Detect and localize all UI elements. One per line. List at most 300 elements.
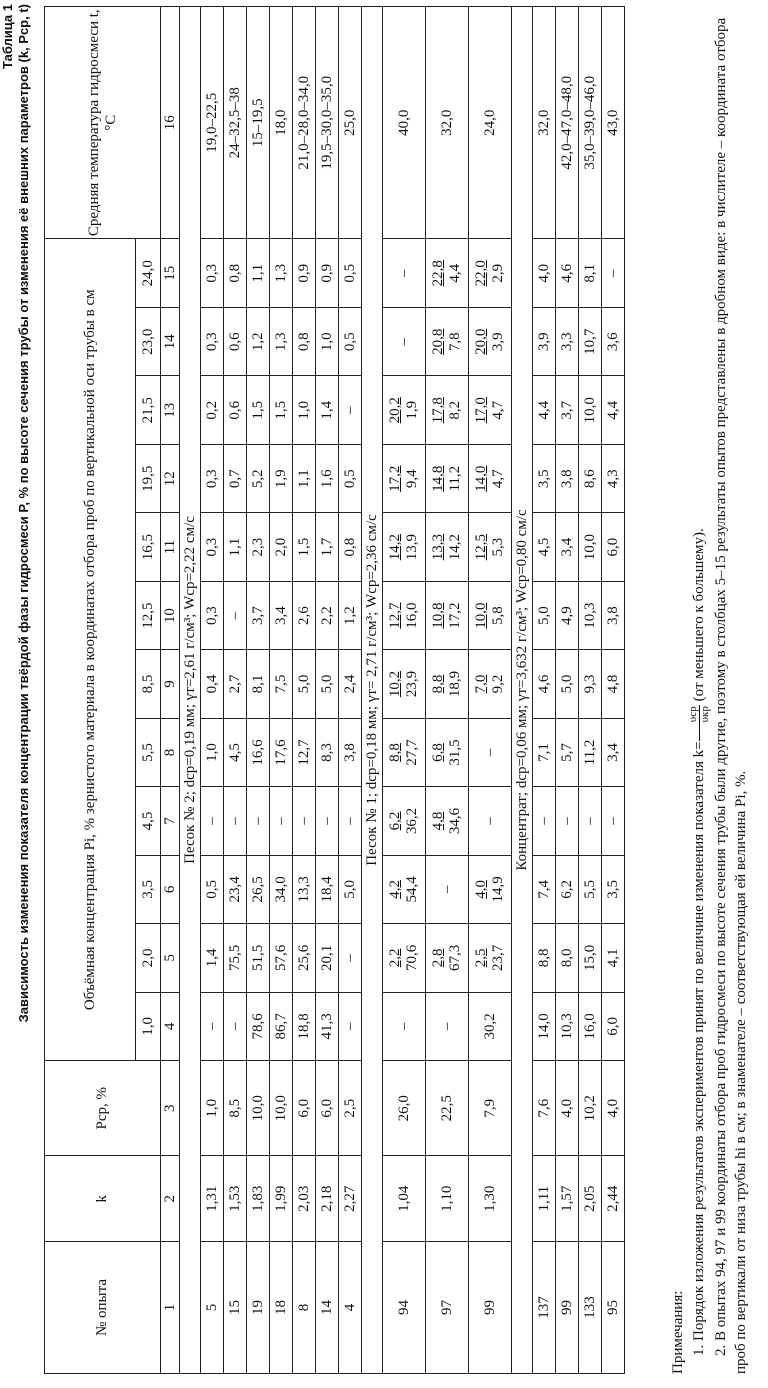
value-cell: 4,3 [602, 444, 625, 512]
value-cell: 30,2 [469, 992, 512, 1060]
fraction-denominator: 54,4 [404, 876, 420, 903]
value-cell: 0,3 [201, 513, 224, 581]
section-label: Концентрат; dср=0,06 мм; γт=3,632 г/см³; Wср=0,80 см/с [512, 7, 533, 1374]
fraction-numerator: 17,0 [473, 397, 489, 424]
value-cell: – [270, 787, 293, 855]
fraction-numerator: 20,0 [473, 328, 489, 355]
column-number: 13 [161, 376, 180, 444]
value-cell [469, 308, 512, 376]
value-cell: 8,1 [247, 650, 270, 718]
value-cell: – [556, 787, 579, 855]
p-cell: 4,0 [602, 1061, 625, 1156]
value-cell: – [602, 239, 625, 308]
value-cell: 4,1 [602, 924, 625, 992]
value-cell: – [316, 787, 339, 855]
value-cell: 23,4 [224, 855, 247, 923]
value-cell: 3,7 [247, 581, 270, 649]
temperature-cell: 19,0–22,5 [201, 7, 224, 239]
value-cell: 2,0 [270, 513, 293, 581]
value-cell: 1,2 [339, 581, 362, 649]
value-cell [383, 581, 426, 649]
exp-number-cell: 99 [469, 1241, 512, 1373]
value-cell: 14,0 [533, 992, 556, 1060]
header-concentration: Объёмная концентрация Pi, % зернистого материала в координатах отбора проб по вертикальной оси трубы в см [45, 239, 136, 1061]
k-cell: 1,83 [247, 1156, 270, 1242]
value-cell: 1,0 [201, 718, 224, 786]
value-cell: 1,5 [247, 376, 270, 444]
value-cell: 1,1 [293, 444, 316, 512]
value-cell: – [383, 239, 426, 308]
coord-header: 12,5 [136, 581, 161, 649]
fraction-denominator: 34,6 [447, 807, 463, 835]
k-cell: 2,27 [339, 1156, 362, 1242]
temperature-cell: 15–19,5 [247, 7, 270, 239]
fraction-numerator: 4,0 [473, 880, 489, 899]
exp-number-cell: 94 [383, 1241, 426, 1373]
value-cell: 0,9 [316, 239, 339, 308]
value-cell: 8,0 [556, 924, 579, 992]
value-cell: 2,4 [339, 650, 362, 718]
fraction-numerator: 8,8 [387, 743, 403, 762]
value-cell: 4,4 [533, 376, 556, 444]
temperature-cell: 19,5–30,0–35,0 [316, 7, 339, 239]
value-cell: 2,3 [247, 513, 270, 581]
value-cell [383, 855, 426, 923]
value-cell [426, 239, 469, 308]
value-cell: – [224, 787, 247, 855]
value-cell: 25,6 [293, 924, 316, 992]
value-cell: 6,0 [602, 513, 625, 581]
fraction-denominator: 4,4 [447, 263, 463, 283]
value-cell: 1,3 [270, 308, 293, 376]
column-number: 1 [161, 1241, 180, 1373]
value-cell: 3,4 [602, 718, 625, 786]
value-cell: 16,6 [247, 718, 270, 786]
fraction-denominator: 70,6 [404, 944, 420, 971]
k-cell: 1,04 [383, 1156, 426, 1242]
value-cell: 41,3 [316, 992, 339, 1060]
table-row [533, 7, 556, 1374]
value-cell: 5,0 [293, 650, 316, 718]
column-number: 14 [161, 308, 180, 376]
p-cell: 1,0 [201, 1061, 224, 1156]
table-title: Зависимость изменения показателя концентрации твёрдой фазы гидросмеси P, % по высоте сечения трубы от изменения её внешних параметров (k, Pср, t) [16, 4, 31, 1023]
p-cell: 7,6 [533, 1061, 556, 1156]
k-cell: 2,18 [316, 1156, 339, 1242]
value-cell: 4,6 [556, 239, 579, 308]
value-cell [469, 650, 512, 718]
value-cell [426, 924, 469, 992]
value-cell: 1,5 [293, 513, 316, 581]
fraction-denominator: 36,2 [404, 807, 420, 835]
column-number: 15 [161, 239, 180, 308]
value-cell [383, 787, 426, 855]
fraction-denominator: 31,5 [447, 739, 463, 766]
value-cell: 1,9 [270, 444, 293, 512]
value-cell: 8,6 [579, 444, 602, 512]
temperature-cell: 35,0–39,0–46,0 [579, 7, 602, 239]
value-cell: 4,5 [533, 513, 556, 581]
value-cell: 8,1 [579, 239, 602, 308]
exp-number-cell: 99 [556, 1241, 579, 1373]
value-cell [426, 650, 469, 718]
header-p: Pср, % [45, 1061, 161, 1156]
note-2: 2. В опытах 94, 97 и 99 координаты отбора проб гидросмеси по высоте сечения трубы были другие, поэтому в столбцах 5–15 результаты опытов представлены в дробном виде: в числителе – координата отбора проб по вертикали от низа трубы hi в см; в знаменателе – соответствующая ей величина Pi, %. [713, 17, 749, 1374]
value-cell: 2,2 [316, 581, 339, 649]
temperature-cell: 24–32,5–38 [224, 7, 247, 239]
value-cell: 0,8 [224, 239, 247, 308]
value-cell: 4,6 [533, 650, 556, 718]
exp-number-cell: 4 [339, 1241, 362, 1373]
fraction-numerator: 7,0 [473, 674, 489, 694]
fraction-denominator: 27,7 [404, 739, 420, 766]
value-cell: 1,4 [316, 376, 339, 444]
note-1-tail: (от меньшего к большему). [690, 528, 707, 706]
table-row [426, 7, 469, 1374]
k-cell: 2,05 [579, 1156, 602, 1242]
value-cell: 0,4 [201, 650, 224, 718]
data-table [44, 6, 625, 1374]
value-cell: 9,3 [579, 650, 602, 718]
k-cell: 1,53 [224, 1156, 247, 1242]
value-cell: 5,0 [556, 650, 579, 718]
note-1-text: 1. Порядок изложения результатов экспериментов принят по величине изменения показателя k= [690, 741, 707, 1356]
section-row [180, 7, 201, 1374]
value-cell: 34,0 [270, 855, 293, 923]
fraction-denominator: 18,9 [447, 670, 463, 698]
fraction-denominator: 14,2 [447, 534, 463, 561]
value-cell: 10,7 [579, 308, 602, 376]
p-cell: 7,9 [469, 1061, 512, 1156]
fraction-denominator: 11,2 [447, 465, 463, 492]
column-number: 3 [161, 1061, 180, 1156]
column-number: 2 [161, 1156, 180, 1242]
value-cell: – [339, 376, 362, 444]
fraction-denominator: 9,2 [490, 674, 506, 694]
exp-number-cell: 15 [224, 1241, 247, 1373]
value-cell: – [247, 787, 270, 855]
fraction-denominator: 8,2 [447, 400, 463, 420]
value-cell: 3,5 [602, 855, 625, 923]
column-number: 12 [161, 444, 180, 512]
column-number: 10 [161, 581, 180, 649]
value-cell: 0,3 [201, 581, 224, 649]
exp-number-cell: 14 [316, 1241, 339, 1373]
k-cell: 1,10 [426, 1156, 469, 1242]
table-row [339, 7, 362, 1374]
coord-header: 21,5 [136, 376, 161, 444]
value-cell [383, 376, 426, 444]
value-cell: 0,5 [339, 239, 362, 308]
coord-header: 19,5 [136, 444, 161, 512]
exp-number-cell: 133 [579, 1241, 602, 1373]
p-cell: 10,0 [247, 1061, 270, 1156]
value-cell [469, 376, 512, 444]
value-cell [426, 308, 469, 376]
column-number: 16 [161, 7, 180, 239]
value-cell: – [579, 787, 602, 855]
k-cell: 1,30 [469, 1156, 512, 1242]
column-number: 4 [161, 992, 180, 1060]
value-cell: 10,0 [579, 376, 602, 444]
table-row [293, 7, 316, 1374]
section-row [512, 7, 533, 1374]
value-cell: 0,5 [201, 855, 224, 923]
value-cell: 1,0 [316, 308, 339, 376]
temperature-cell: 32,0 [533, 7, 556, 239]
value-cell: 1,1 [247, 239, 270, 308]
column-number: 5 [161, 924, 180, 992]
value-cell: – [602, 787, 625, 855]
table-row [247, 7, 270, 1374]
value-cell: 17,6 [270, 718, 293, 786]
value-cell: 13,3 [293, 855, 316, 923]
fraction-numerator: 17,8 [430, 397, 446, 424]
fraction-numerator: 20,8 [430, 328, 446, 355]
value-cell: – [293, 787, 316, 855]
header-temperature: Средняя температура гидросмеси t, °С [45, 7, 161, 239]
p-cell: 2,5 [339, 1061, 362, 1156]
p-cell: 6,0 [316, 1061, 339, 1156]
value-cell [383, 924, 426, 992]
value-cell: – [383, 992, 426, 1060]
value-cell: 18,8 [293, 992, 316, 1060]
value-cell: 18,4 [316, 855, 339, 923]
coord-header: 16,5 [136, 513, 161, 581]
coord-header: 8,5 [136, 650, 161, 718]
coord-header: 1,0 [136, 992, 161, 1060]
value-cell: – [201, 992, 224, 1060]
fraction-numerator: 14,2 [387, 534, 403, 561]
table-row [579, 7, 602, 1374]
fraction-numerator: 12,5 [473, 534, 489, 561]
coord-header: 3,5 [136, 855, 161, 923]
value-cell: 12,7 [293, 718, 316, 786]
value-cell: 0,9 [293, 239, 316, 308]
fraction-denominator: 23,7 [490, 944, 506, 971]
column-number: 11 [161, 513, 180, 581]
value-cell: 1,2 [247, 308, 270, 376]
value-cell: 7,1 [533, 718, 556, 786]
value-cell: 3,7 [556, 376, 579, 444]
value-cell: 0,6 [224, 376, 247, 444]
value-cell: 1,5 [270, 376, 293, 444]
k-numerator: υср [688, 705, 700, 741]
fraction-denominator: 5,3 [490, 537, 506, 557]
value-cell [469, 513, 512, 581]
value-cell: – [224, 992, 247, 1060]
fraction-numerator: 17,2 [387, 465, 403, 492]
value-cell: 0,2 [201, 376, 224, 444]
value-cell: – [426, 855, 469, 923]
exp-number-cell: 18 [270, 1241, 293, 1373]
value-cell [469, 855, 512, 923]
fraction-numerator: 4,2 [387, 880, 403, 899]
header-k: k [45, 1156, 161, 1242]
value-cell: 3,8 [556, 444, 579, 512]
table-label: Таблица 1 [0, 4, 15, 70]
column-number: 9 [161, 650, 180, 718]
notes [668, 6, 751, 1374]
value-cell: – [224, 581, 247, 649]
k-fraction [688, 705, 711, 741]
fraction-numerator: 22,8 [430, 260, 446, 287]
fraction-numerator: 22,0 [473, 260, 489, 287]
value-cell: 1,1 [224, 513, 247, 581]
value-cell: 1,3 [270, 239, 293, 308]
exp-number-cell: 97 [426, 1241, 469, 1373]
value-cell: 86,7 [270, 992, 293, 1060]
k-cell: 2,44 [602, 1156, 625, 1242]
exp-number-cell: 8 [293, 1241, 316, 1373]
value-cell: 0,8 [293, 308, 316, 376]
p-cell: 4,0 [556, 1061, 579, 1156]
fraction-numerator: 14,0 [473, 465, 489, 492]
value-cell: 11,2 [579, 718, 602, 786]
value-cell: 1,0 [293, 376, 316, 444]
p-cell: 26,0 [383, 1061, 426, 1156]
k-cell: 1,57 [556, 1156, 579, 1242]
value-cell [469, 444, 512, 512]
value-cell: 8,8 [533, 924, 556, 992]
value-cell: 5,0 [533, 581, 556, 649]
value-cell [469, 239, 512, 308]
fraction-numerator: 10,8 [430, 602, 446, 629]
value-cell: 26,5 [247, 855, 270, 923]
fraction-denominator: 13,9 [404, 534, 420, 561]
fraction-denominator: 4,7 [490, 469, 506, 489]
value-cell: 0,3 [201, 444, 224, 512]
note-1 [688, 6, 711, 1374]
value-cell: 6,2 [556, 855, 579, 923]
header-exp-no: № опыта [45, 1241, 161, 1373]
table-row [602, 7, 625, 1374]
fraction-denominator: 23,9 [404, 670, 420, 698]
fraction-numerator: 10,0 [473, 602, 489, 629]
value-cell [383, 718, 426, 786]
p-cell: 8,5 [224, 1061, 247, 1156]
value-cell: 0,6 [224, 308, 247, 376]
coord-header: 4,5 [136, 787, 161, 855]
fraction-denominator: 7,8 [447, 332, 463, 352]
section-label: Песок № 1; dср=0,18 мм; γт= 2,71 г/см³; Wср=2,36 см/с [362, 7, 383, 1374]
value-cell: – [533, 787, 556, 855]
notes-heading: Примечания: [670, 1290, 686, 1374]
p-cell: 10,0 [270, 1061, 293, 1156]
value-cell [426, 444, 469, 512]
table-row [270, 7, 293, 1374]
value-cell [383, 444, 426, 512]
k-denominator: υкр [699, 706, 711, 723]
value-cell: 4,0 [533, 239, 556, 308]
value-cell: 4,5 [224, 718, 247, 786]
temperature-cell: 18,0 [270, 7, 293, 239]
table-row [383, 7, 426, 1374]
fraction-denominator: 17,2 [447, 602, 463, 629]
value-cell: 2,7 [224, 650, 247, 718]
fraction-numerator: 8,8 [430, 674, 446, 694]
k-cell: 1,31 [201, 1156, 224, 1242]
p-cell: 6,0 [293, 1061, 316, 1156]
value-cell: 3,3 [556, 308, 579, 376]
value-cell: 5,5 [579, 855, 602, 923]
fraction-denominator: 16,0 [404, 602, 420, 629]
value-cell: 5,0 [339, 855, 362, 923]
k-cell: 1,11 [533, 1156, 556, 1242]
fraction-denominator: 2,9 [490, 263, 506, 283]
value-cell: 3,4 [556, 513, 579, 581]
temperature-cell: 25,0 [339, 7, 362, 239]
k-cell: 2,03 [293, 1156, 316, 1242]
fraction-numerator: 10,2 [387, 670, 403, 698]
value-cell: 0,8 [339, 513, 362, 581]
coord-header: 5,5 [136, 718, 161, 786]
column-number: 8 [161, 718, 180, 786]
value-cell [469, 581, 512, 649]
fraction-denominator: 4,7 [490, 400, 506, 420]
value-cell: 15,0 [579, 924, 602, 992]
value-cell: – [426, 992, 469, 1060]
section-row [362, 7, 383, 1374]
temperature-cell: 43,0 [602, 7, 625, 239]
value-cell: 57,6 [270, 924, 293, 992]
p-cell: 22,5 [426, 1061, 469, 1156]
fraction-denominator: 9,4 [404, 469, 420, 489]
value-cell: 16,0 [579, 992, 602, 1060]
value-cell [426, 787, 469, 855]
value-cell: 3,8 [602, 581, 625, 649]
value-cell [426, 718, 469, 786]
fraction-numerator: 12,7 [387, 602, 403, 629]
value-cell: – [339, 924, 362, 992]
value-cell: 5,0 [316, 650, 339, 718]
value-cell: 0,5 [339, 444, 362, 512]
value-cell: 5,7 [556, 718, 579, 786]
value-cell: 1,6 [316, 444, 339, 512]
value-cell: 4,8 [602, 650, 625, 718]
k-cell: 1,99 [270, 1156, 293, 1242]
fraction-numerator: 13,3 [430, 534, 446, 561]
coord-header: 24,0 [136, 239, 161, 308]
value-cell: 5,2 [247, 444, 270, 512]
fraction-numerator: 20,2 [387, 397, 403, 424]
coord-header: 2,0 [136, 924, 161, 992]
fraction-numerator: 6,8 [430, 743, 446, 762]
value-cell: 4,9 [556, 581, 579, 649]
value-cell: 8,3 [316, 718, 339, 786]
fraction-numerator: 2,5 [473, 948, 489, 968]
value-cell [426, 581, 469, 649]
value-cell: 7,5 [270, 650, 293, 718]
section-label: Песок № 2; dср=0,19 мм; γт=2,61 г/см³; Wср=2,22 см/с [180, 7, 201, 1374]
value-cell: – [339, 992, 362, 1060]
column-number: 6 [161, 855, 180, 923]
value-cell: 51,5 [247, 924, 270, 992]
coord-header: 23,0 [136, 308, 161, 376]
fraction-numerator: 4,8 [430, 811, 446, 831]
table-row [224, 7, 247, 1374]
fraction-numerator: 2,2 [387, 948, 403, 968]
value-cell: 6,0 [602, 992, 625, 1060]
value-cell: 3,5 [533, 444, 556, 512]
value-cell: 3,4 [270, 581, 293, 649]
value-cell: 4,4 [602, 376, 625, 444]
value-cell: 2,6 [293, 581, 316, 649]
value-cell [469, 924, 512, 992]
value-cell [426, 513, 469, 581]
exp-number-cell: 5 [201, 1241, 224, 1373]
value-cell: 1,4 [201, 924, 224, 992]
